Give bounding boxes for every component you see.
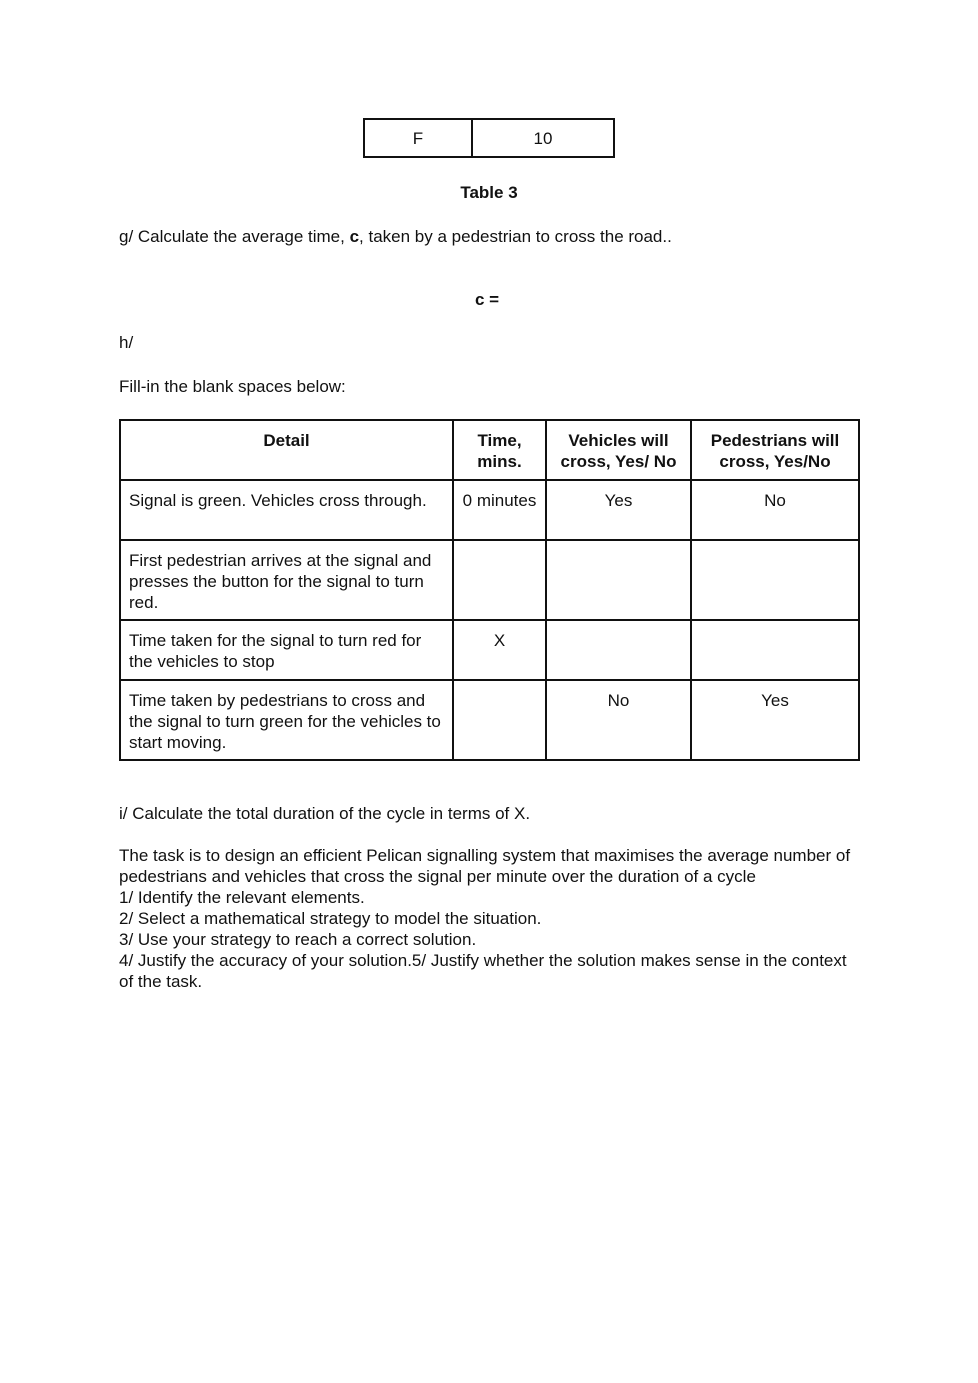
task-section <box>119 845 854 992</box>
table-caption: Table 3 <box>460 183 518 202</box>
time-cell[interactable] <box>453 540 546 620</box>
cycle-table <box>119 419 860 761</box>
variable: c <box>349 227 360 246</box>
pedestrians-cell[interactable] <box>691 540 859 620</box>
question-h: h/ <box>119 333 134 352</box>
table-3 <box>363 118 615 158</box>
detail-cell: Signal is green. Vehicles cross through. <box>120 480 453 540</box>
question-text: g/ Calculate the average time, <box>119 227 350 246</box>
question-text: , taken by a pedestrian to cross the road.. <box>359 227 672 246</box>
header-vehicles: Vehicles will cross, Yes/ No <box>546 420 691 480</box>
pedestrians-cell[interactable] <box>691 620 859 680</box>
detail-cell: Time taken for the signal to turn red for the vehicles to stop <box>120 620 453 680</box>
header-detail: Detail <box>120 420 453 480</box>
table-cell: F <box>364 119 472 157</box>
fill-in-instruction: Fill-in the blank spaces below: <box>119 377 346 396</box>
header-pedestrians: Pedestrians will cross, Yes/No <box>691 420 859 480</box>
time-cell: X <box>453 620 546 680</box>
table-row <box>120 480 859 540</box>
question-g <box>119 226 672 247</box>
table-row <box>120 620 859 680</box>
vehicles-cell[interactable] <box>546 540 691 620</box>
detail-cell: Time taken by pedestrians to cross and the signal to turn green for the vehicles to start moving. <box>120 680 453 760</box>
task-step: 4/ Justify the accuracy of your solution.5/ Justify whether the solution makes sense in the context of the task. <box>119 951 847 991</box>
table-header-row <box>120 420 859 480</box>
table-row <box>120 540 859 620</box>
time-cell[interactable] <box>453 680 546 760</box>
detail-cell: First pedestrian arrives at the signal and presses the button for the signal to turn red. <box>120 540 453 620</box>
table-row <box>120 680 859 760</box>
vehicles-cell: No <box>546 680 691 760</box>
header-time: Time, mins. <box>453 420 546 480</box>
task-step: 3/ Use your strategy to reach a correct solution. <box>119 930 477 949</box>
question-i: i/ Calculate the total duration of the cycle in terms of X. <box>119 804 531 823</box>
time-cell: 0 minutes <box>453 480 546 540</box>
table-row <box>364 119 614 157</box>
pedestrians-cell: Yes <box>691 680 859 760</box>
vehicles-cell: Yes <box>546 480 691 540</box>
vehicles-cell[interactable] <box>546 620 691 680</box>
task-step: 1/ Identify the relevant elements. <box>119 888 365 907</box>
table-cell: 10 <box>472 119 614 157</box>
task-intro: The task is to design an efficient Pelican signalling system that maximises the average number of pedestrians and vehicles that cross the signal per minute over the duration of a cycle <box>119 846 851 886</box>
c-answer-label: c = <box>474 290 500 309</box>
pedestrians-cell: No <box>691 480 859 540</box>
task-step: 2/ Select a mathematical strategy to model the situation. <box>119 909 542 928</box>
